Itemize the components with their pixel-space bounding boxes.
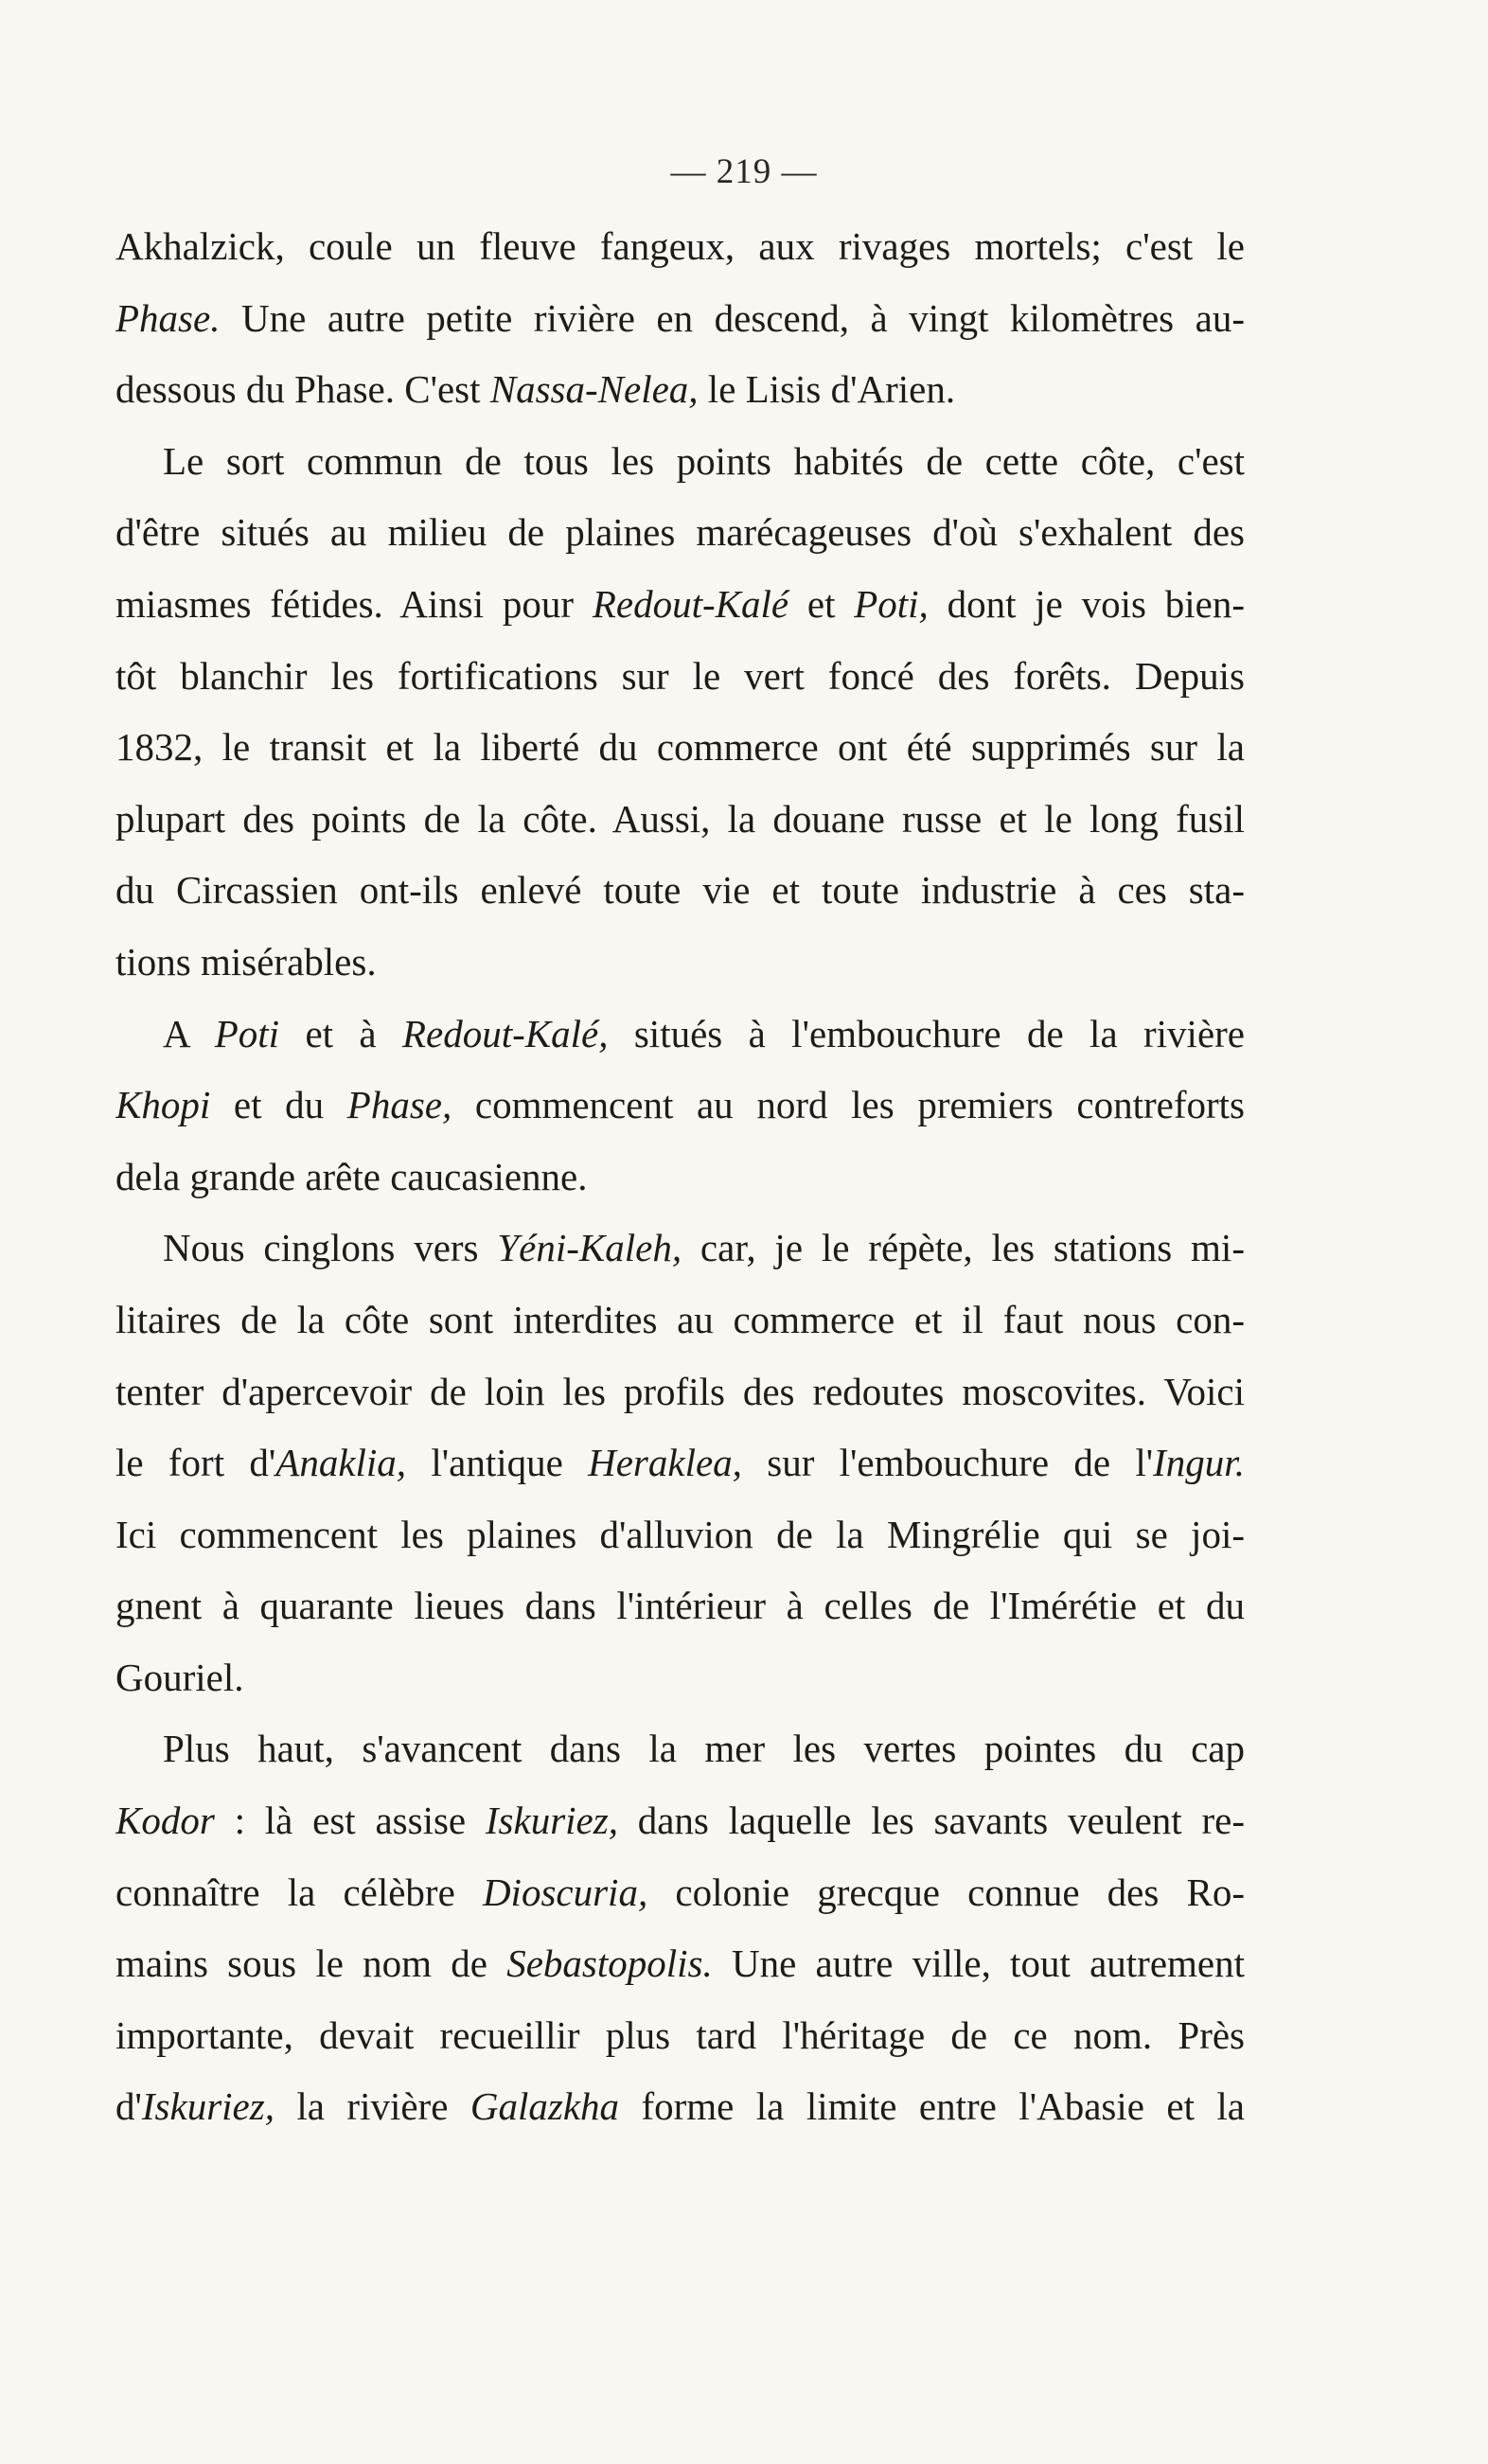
text-line (115, 1642, 1245, 1714)
text-run: situés à l'embouchure de la rivière (608, 1011, 1245, 1055)
italic-phrase: Iskuriez, (485, 1799, 618, 1843)
text-run: sur l'embouchure de l' (741, 1441, 1154, 1485)
paragraph (115, 1713, 1245, 2143)
italic-phrase: Galazkha (469, 2084, 620, 2129)
text-run: la rivière (274, 2084, 470, 2129)
text-run: Akhalzick, coule un fleuve fangeux, aux rivages mortels; c'est le (115, 224, 1245, 268)
text-line (115, 1356, 1245, 1428)
italic-phrase: Sebastopolis. (506, 1941, 713, 1986)
text-run: du Circassien ont-ils enlevé toute vie et toute industrie à ces sta- (115, 868, 1245, 913)
italic-phrase: Nassa-Nelea, (489, 367, 699, 412)
paragraph (115, 999, 1245, 1214)
text-run: l'antique (406, 1441, 589, 1485)
text-line (115, 497, 1245, 569)
text-line (115, 784, 1245, 856)
text-run: d' (115, 2084, 142, 2129)
text-line (115, 1713, 1245, 1785)
text-line (115, 569, 1245, 641)
text-run: plupart des points de la côte. Aussi, la douane russe et le long fusil (115, 796, 1245, 841)
text-run: dessous du Phase. C'est (115, 367, 490, 412)
italic-phrase: Redout-Kalé, (401, 1011, 609, 1055)
text-line (115, 999, 1245, 1071)
text-run: litaires de la côte sont interdites au commerce et il faut nous con- (115, 1297, 1245, 1341)
italic-phrase: Poti, (854, 581, 929, 626)
text-run: : là est assise (214, 1799, 486, 1843)
text-run: tenter d'apercevoir de loin les profils des redoutes moscovites. Voici (115, 1369, 1245, 1413)
italic-phrase: Redout-Kalé (592, 581, 789, 626)
text-run: le Lisis d'Arien. (698, 367, 956, 412)
text-run: connaître la célèbre (115, 1870, 483, 1914)
paragraph (115, 211, 1245, 426)
text-line (115, 927, 1245, 999)
text-line (115, 855, 1245, 927)
text-line (115, 2000, 1245, 2072)
text-run: Une autre petite rivière en descend, à vingt kilomètres au- (220, 295, 1245, 340)
text-line (115, 1928, 1245, 2000)
text-run: Plus haut, s'avancent dans la mer les vertes pointes du cap (163, 1727, 1245, 1771)
text-run: mains sous le nom de (115, 1941, 507, 1986)
text-run: Le sort commun de tous les points habités de cette côte, c'est (163, 438, 1245, 483)
paragraph (115, 426, 1245, 999)
text-run: et (788, 581, 855, 626)
text-run: commencent au nord les premiers contreforts (452, 1083, 1245, 1127)
text-run: miasmes fétides. Ainsi pour (115, 581, 593, 626)
text-run: dela grande arête caucasienne. (115, 1154, 588, 1198)
text-line (115, 641, 1245, 713)
text-line (115, 1785, 1245, 1857)
paragraph (115, 1213, 1245, 1713)
text-line (115, 354, 1245, 426)
text-line (115, 1285, 1245, 1356)
text-line (115, 1142, 1245, 1214)
italic-phrase: Dioscuria, (482, 1870, 648, 1914)
italic-phrase: Iskuriez, (141, 2084, 275, 2129)
text-run: Gouriel. (115, 1655, 244, 1699)
text-run: dont je vois bien- (928, 581, 1245, 626)
text-run: d'être situés au milieu de plaines marécageuses d'où s'exhalent des (115, 510, 1245, 555)
text-run: et à (279, 1011, 402, 1055)
text-line (115, 426, 1245, 498)
text-line (115, 712, 1245, 784)
text-run: Nous cinglons vers (163, 1226, 498, 1270)
italic-phrase: Kodor (115, 1799, 215, 1843)
italic-phrase: Yéni-Kaleh, (497, 1226, 682, 1270)
text-run: forme la limite entre l'Abasie et la (619, 2084, 1245, 2129)
text-run: tôt blanchir les fortifications sur le vert foncé des forêts. Depuis (115, 653, 1245, 698)
italic-phrase: Heraklea, (588, 1441, 742, 1485)
text-run: 1832, le transit et la liberté du commerce ont été supprimés sur la (115, 725, 1245, 770)
italic-phrase: Phase, (346, 1083, 452, 1127)
text-run: Ici commencent les plaines d'alluvion de la Mingrélie qui se joi- (115, 1512, 1245, 1556)
body-text (115, 211, 1245, 2143)
text-line (115, 2071, 1245, 2143)
italic-phrase: Ingur. (1153, 1441, 1245, 1485)
italic-phrase: Anaklia, (275, 1441, 407, 1485)
italic-phrase: Phase. (115, 295, 221, 340)
text-run: dans laquelle les savants veulent re- (617, 1799, 1245, 1843)
text-line (115, 1213, 1245, 1285)
text-run: et du (210, 1083, 347, 1127)
text-run: tions misérables. (115, 939, 377, 984)
text-line (115, 1427, 1245, 1499)
text-run: gnent à quarante lieues dans l'intérieur à celles de l'Imérétie et du (115, 1584, 1245, 1628)
italic-phrase: Poti (214, 1011, 280, 1055)
text-line (115, 1570, 1245, 1642)
text-run: car, je le répète, les stations mi- (682, 1226, 1245, 1270)
text-line (115, 1499, 1245, 1571)
text-run: Une autre ville, tout autrement (712, 1941, 1245, 1986)
text-run: colonie grecque connue des Ro- (647, 1870, 1245, 1914)
text-line (115, 1857, 1245, 1929)
text-line (115, 211, 1245, 283)
page-number: — 219 — (670, 152, 818, 191)
text-line (115, 1070, 1245, 1142)
text-line (115, 283, 1245, 355)
text-run: A (163, 1011, 215, 1055)
text-run: importante, devait recueillir plus tard l'héritage de ce nom. Près (115, 2012, 1245, 2057)
text-run: le fort d' (115, 1441, 276, 1485)
italic-phrase: Khopi (115, 1083, 211, 1127)
